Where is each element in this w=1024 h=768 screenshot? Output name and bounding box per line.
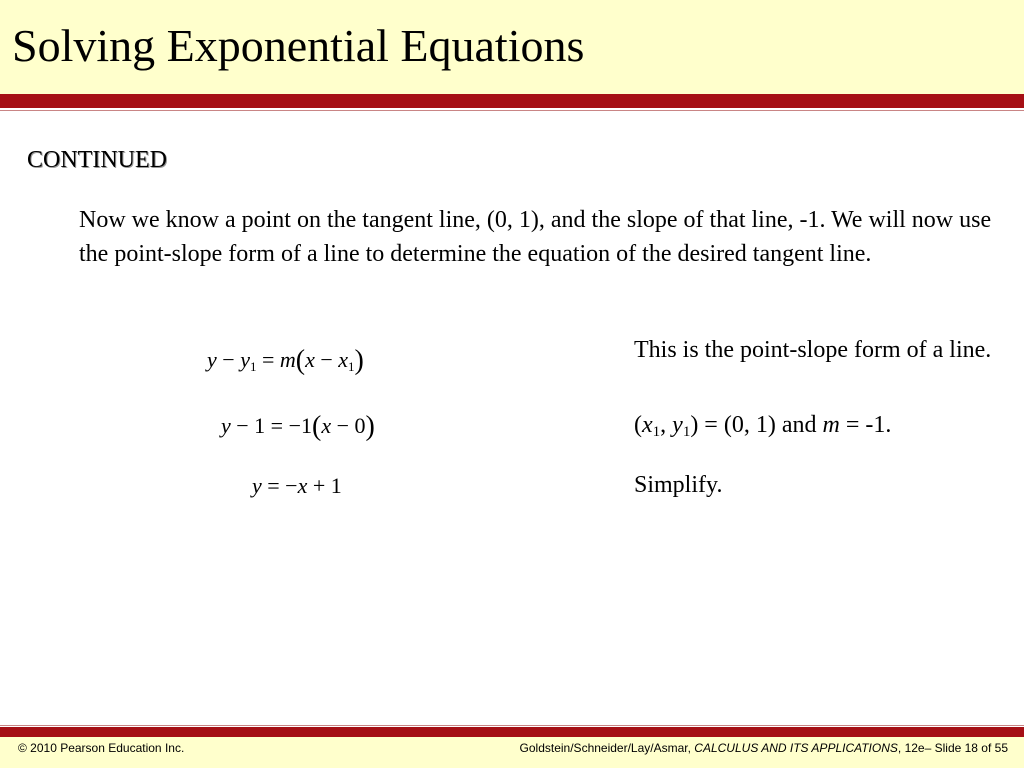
eq-var: y — [207, 347, 217, 372]
eq-var: m — [279, 347, 296, 372]
slide-title: Solving Exponential Equations — [12, 20, 585, 71]
note-simplify: Simplify. — [634, 472, 723, 498]
top-accent-bar — [0, 94, 1024, 108]
note-var: y — [672, 412, 683, 438]
note-substitution — [634, 408, 891, 449]
note-text: ( — [634, 412, 642, 438]
note-var: x — [642, 412, 653, 438]
equation-substituted — [221, 412, 375, 441]
eq-op: = — [256, 347, 280, 372]
top-accent-line — [0, 110, 1024, 111]
eq-op: − 0 — [331, 413, 366, 438]
equation-simplified — [252, 472, 342, 500]
bottom-accent-bar — [0, 727, 1024, 737]
eq-paren: ) — [354, 345, 364, 376]
eq-op: + 1 — [307, 473, 342, 498]
equation-point-slope — [207, 346, 364, 381]
title-banner — [0, 0, 1024, 94]
eq-var: x — [338, 347, 349, 372]
footer-citation — [520, 740, 1008, 756]
eq-var: x — [305, 347, 315, 372]
intro-paragraph: Now we know a point on the tangent line, (0, 1), and the slope of that line, -1. We will now use the point-slope form of a line to determine the equation of the desired tangent line. — [79, 207, 992, 267]
note-point-slope: This is the point-slope form of a line. — [634, 337, 992, 363]
continued-heading: CONTINUED — [27, 147, 167, 173]
eq-op: − — [314, 347, 339, 372]
eq-paren: ) — [365, 411, 375, 442]
bottom-accent-line — [0, 725, 1024, 726]
footer-copyright: © 2010 Pearson Education Inc. — [18, 741, 185, 755]
footer-authors: Goldstein/Schneider/Lay/Asmar, — [519, 741, 695, 755]
eq-paren: ( — [295, 345, 306, 376]
eq-var: y — [240, 347, 250, 372]
eq-var: x — [297, 473, 308, 498]
eq-op: = − — [261, 473, 298, 498]
eq-var: y — [221, 413, 231, 438]
note-text: ) = (0, 1) and — [690, 412, 823, 438]
note-text: , — [660, 412, 673, 438]
note-text: = -1. — [839, 412, 892, 438]
eq-subscript: 1 — [348, 359, 355, 374]
footer-slide-number: , 12e– Slide 18 of 55 — [897, 741, 1008, 755]
note-subscript: 1 — [682, 424, 691, 440]
note-var: m — [822, 412, 840, 438]
footer — [0, 737, 1024, 768]
footer-book-title: CALCULUS AND ITS APPLICATIONS — [694, 741, 898, 755]
eq-var: y — [252, 473, 262, 498]
eq-var: x — [321, 413, 332, 438]
eq-subscript: 1 — [249, 359, 257, 374]
note-subscript: 1 — [652, 424, 661, 440]
eq-op: − 1 = −1 — [230, 413, 312, 438]
eq-op: − — [216, 347, 241, 372]
eq-paren: ( — [312, 411, 322, 442]
